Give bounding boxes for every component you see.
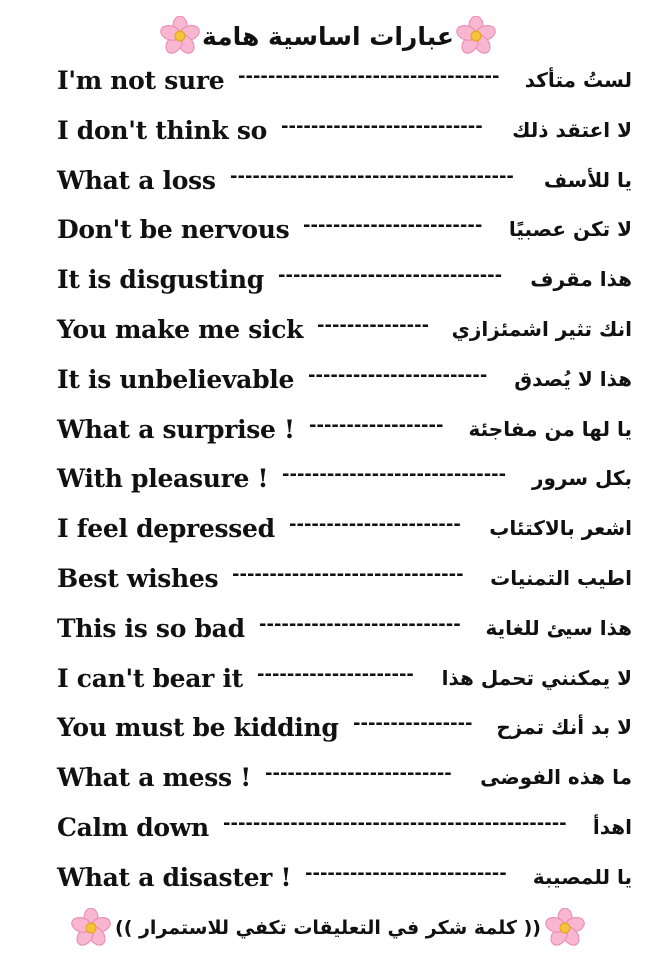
arabic-translation: يا للأسف bbox=[543, 167, 632, 192]
dashed-leader: ------------------------------ bbox=[282, 464, 507, 486]
dashed-leader: -------------------------------------- bbox=[230, 165, 514, 187]
dashed-leader: ----------------------------------- bbox=[238, 66, 500, 87]
phrase-row bbox=[57, 857, 632, 907]
phrase-row bbox=[57, 60, 632, 110]
dashed-leader: ---------------------------------------------- bbox=[223, 812, 567, 834]
dashed-leader: ---------------- bbox=[353, 713, 473, 735]
english-phrase: With pleasure ! bbox=[57, 464, 269, 494]
english-phrase: What a loss bbox=[57, 165, 216, 195]
phrase-row bbox=[57, 807, 632, 857]
phrase-row bbox=[57, 458, 632, 508]
phrase-row bbox=[57, 558, 632, 608]
phrase-row bbox=[57, 707, 632, 757]
phrase-row bbox=[57, 309, 632, 359]
english-phrase: What a surprise ! bbox=[57, 414, 295, 444]
dashed-leader: --------------------------- bbox=[281, 115, 483, 137]
arabic-translation: اطيب التمنيات bbox=[490, 565, 632, 590]
phrase-row bbox=[57, 259, 632, 309]
dashed-leader: ------------------------------- bbox=[232, 563, 464, 585]
dashed-leader: --------------------- bbox=[257, 663, 414, 685]
flower-icon bbox=[71, 908, 111, 948]
english-phrase: It is unbelievable bbox=[57, 364, 295, 394]
english-phrase: I feel depressed bbox=[57, 514, 275, 544]
english-phrase: What a mess ! bbox=[57, 763, 251, 793]
footer bbox=[0, 906, 656, 950]
phrase-row bbox=[57, 757, 632, 807]
dashed-leader: --------------------------- bbox=[305, 862, 507, 884]
flower-icon bbox=[545, 908, 585, 948]
dashed-leader: ------------------------- bbox=[265, 763, 452, 785]
flower-icon bbox=[456, 16, 496, 56]
arabic-translation: لا اعتقد ذلك bbox=[512, 117, 632, 142]
arabic-translation: لستُ متأكد bbox=[524, 68, 632, 92]
dashed-leader: ------------------------------ bbox=[278, 265, 503, 287]
arabic-translation: اشعر بالاكتئاب bbox=[489, 516, 632, 541]
english-phrase: You must be kidding bbox=[57, 713, 339, 743]
phrase-row bbox=[57, 359, 632, 409]
arabic-translation: اهدأ bbox=[592, 814, 632, 839]
phrase-row bbox=[57, 658, 632, 708]
arabic-translation: انك تثير اشمئزازي bbox=[451, 316, 632, 341]
page-title: عبارات اساسية هامة bbox=[201, 21, 454, 51]
arabic-translation: بكل سرور bbox=[531, 466, 632, 491]
dashed-leader: ------------------------ bbox=[308, 364, 488, 386]
english-phrase: Best wishes bbox=[57, 563, 219, 593]
phrase-row bbox=[57, 160, 632, 210]
english-phrase: What a disaster ! bbox=[57, 862, 292, 892]
english-phrase: I don't think so bbox=[57, 115, 268, 145]
dashed-leader: --------------- bbox=[317, 314, 430, 336]
english-phrase: You make me sick bbox=[57, 314, 304, 344]
arabic-translation: هذا لا يُصدق bbox=[514, 366, 632, 391]
english-phrase: It is disgusting bbox=[57, 265, 264, 295]
dashed-leader: ------------------------ bbox=[303, 215, 483, 237]
phrase-row bbox=[57, 508, 632, 558]
phrase-row bbox=[57, 409, 632, 459]
flower-icon bbox=[160, 16, 200, 56]
arabic-translation: يا للمصيبة bbox=[532, 864, 632, 889]
english-phrase: I can't bear it bbox=[57, 663, 243, 693]
english-phrase: Don't be nervous bbox=[57, 215, 290, 245]
english-phrase: This is so bad bbox=[57, 613, 245, 643]
footer-text: (( كلمة شكر في التعليقات تكفي للاستمرار )) bbox=[115, 917, 541, 939]
phrase-list bbox=[57, 60, 632, 907]
arabic-translation: هذا مقرف bbox=[530, 267, 632, 292]
arabic-translation: لا يمكنني تحمل هذا bbox=[441, 665, 632, 690]
phrase-row bbox=[57, 209, 632, 259]
english-phrase: I'm not sure bbox=[57, 66, 225, 95]
phrase-row bbox=[57, 608, 632, 658]
arabic-translation: لا تكن عصبيًا bbox=[508, 217, 632, 242]
arabic-translation: هذا سيئ للغاية bbox=[485, 615, 632, 640]
arabic-translation: ما هذه الفوضى bbox=[480, 765, 632, 790]
dashed-leader: --------------------------- bbox=[259, 613, 461, 635]
phrase-row bbox=[57, 110, 632, 160]
header bbox=[0, 10, 656, 62]
english-phrase: Calm down bbox=[57, 812, 209, 842]
dashed-leader: ------------------ bbox=[309, 414, 444, 436]
dashed-leader: ----------------------- bbox=[289, 514, 461, 536]
arabic-translation: يا لها من مفاجئة bbox=[468, 416, 632, 441]
arabic-translation: لا بد أنك تمزح bbox=[496, 715, 632, 740]
